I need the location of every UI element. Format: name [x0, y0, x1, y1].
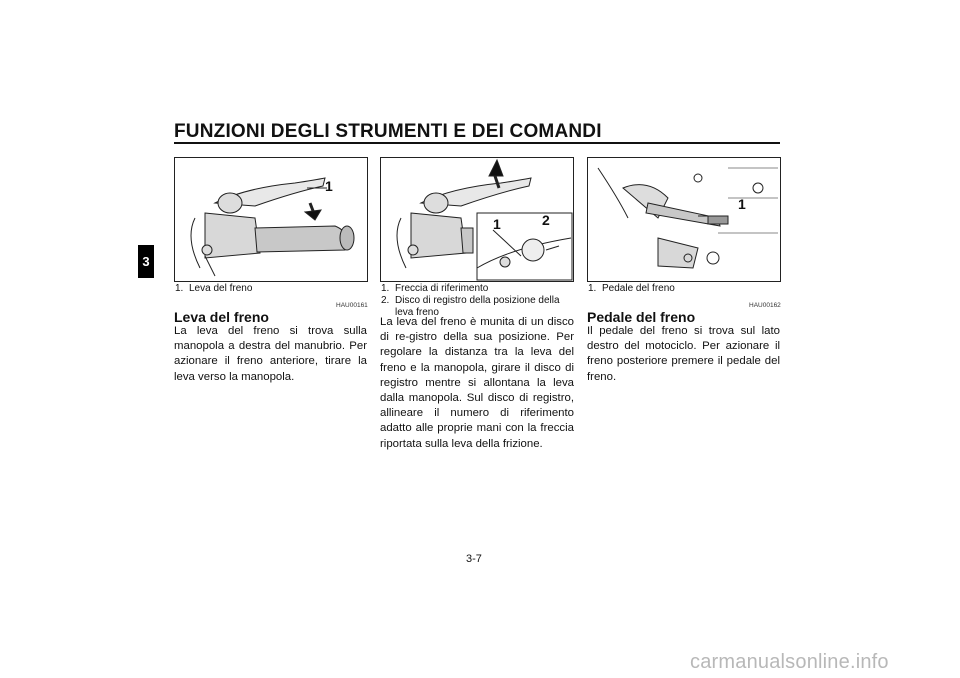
section-code: HAU00161: [336, 302, 368, 309]
brake-pedal-illustration: [588, 158, 780, 281]
callout-2: 2: [542, 212, 550, 228]
page-number: 3-7: [466, 553, 482, 565]
callout-1: 1: [325, 178, 333, 194]
caption-brake-pedal: 1. Pedale del freno: [588, 283, 675, 294]
section-heading: Leva del freno: [174, 309, 269, 325]
section-heading: Pedale del freno: [587, 309, 696, 325]
caption-brake-lever: 1. Leva del freno: [175, 283, 253, 294]
callout-1: 1: [493, 216, 501, 232]
callout-1: 1: [738, 196, 746, 212]
section-code: HAU00162: [749, 302, 781, 309]
figure-brake-pedal: [587, 157, 781, 282]
caption-lever-adjuster: 1. Freccia di riferimento 2. Disco di registro della posizione della leva freno: [381, 283, 560, 318]
section-body: La leva del freno è munita di un disco di re-gistro della sua posizione. Per regolare la distanza tra la leva del freno e la manopola, girare il disco di registro mentre si allontana la leva dalla manopola. Sul disco di registro, allineare il numero di riferimento adatto alle proprie mani con la freccia riportata sulla leva della frizione.: [380, 316, 574, 450]
figure-brake-lever: [174, 157, 368, 282]
title-rule: [174, 142, 780, 144]
section-body: La leva del freno si trova sulla manopola a destra del manubrio. Per azionare il freno anteriore, tirare la leva verso la manopola.: [174, 325, 367, 383]
section-body: Il pedale del freno si trova sul lato destro del motociclo. Per azionare il freno posteriore premere il pedale del freno.: [587, 325, 780, 383]
page-title: FUNZIONI DEGLI STRUMENTI E DEI COMANDI: [174, 121, 602, 142]
chapter-tab: 3: [138, 245, 154, 278]
figure-lever-adjuster: [380, 157, 574, 282]
watermark: carmanualsonline.info: [690, 651, 889, 673]
brake-lever-illustration: [175, 158, 367, 281]
